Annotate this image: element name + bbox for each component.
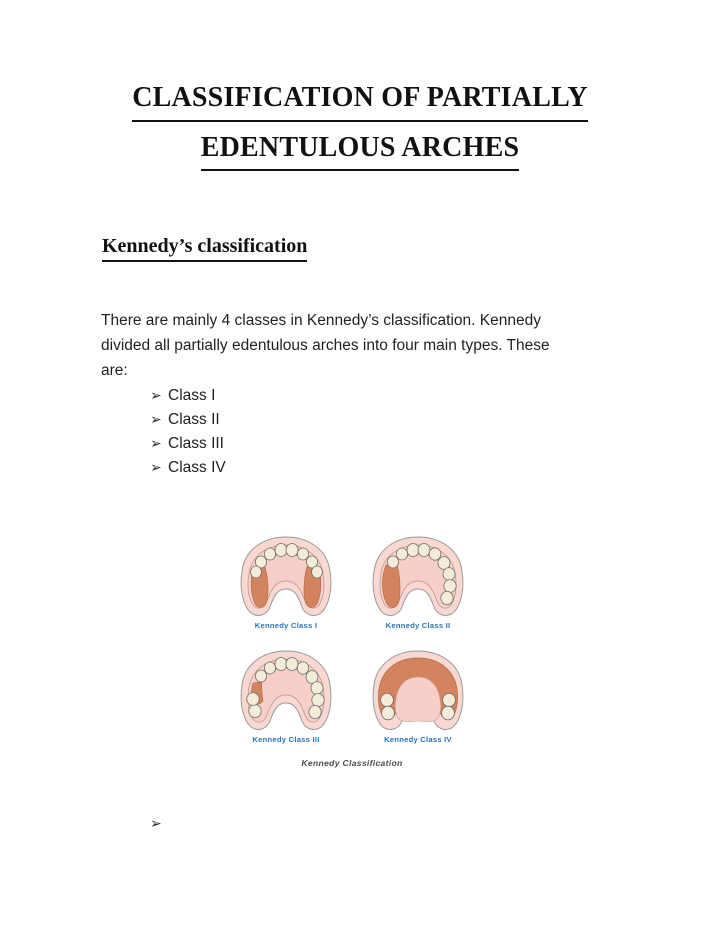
list-item-label: Class III bbox=[168, 435, 224, 452]
list-item-label: Class II bbox=[168, 411, 220, 428]
arrow-bullet-icon: ➢ bbox=[150, 412, 162, 428]
list-item bbox=[150, 456, 450, 480]
figure-row-bottom bbox=[232, 647, 472, 744]
figure-panel-class-4 bbox=[364, 647, 472, 744]
dental-arch-class-3-icon bbox=[234, 647, 338, 733]
figure-row-top bbox=[232, 533, 472, 630]
kennedy-classification-figure bbox=[232, 533, 472, 768]
page-title-line-2: EDENTULOUS ARCHES bbox=[201, 128, 519, 172]
arrow-bullet-icon: ➢ bbox=[150, 460, 162, 476]
dental-arch-class-2-icon bbox=[366, 533, 470, 619]
figure-panel-label: Kennedy Class I bbox=[254, 621, 318, 630]
dental-arch-class-4-icon bbox=[366, 647, 470, 733]
figure-caption: Kennedy Classification bbox=[301, 758, 403, 768]
list-item-label: Class IV bbox=[168, 459, 226, 476]
figure-panel-label: Kennedy Class III bbox=[252, 735, 320, 744]
list-item bbox=[150, 432, 450, 456]
list-item-label: Class I bbox=[168, 387, 216, 404]
figure-panel-class-1 bbox=[232, 533, 340, 630]
dental-arch-class-1-icon bbox=[234, 533, 338, 619]
arrow-bullet-icon: ➢ bbox=[150, 388, 162, 404]
figure-panel-label: Kennedy Class II bbox=[385, 621, 451, 630]
figure-panel-label: Kennedy Class IV bbox=[384, 735, 452, 744]
section-heading: Kennedy’s classification bbox=[102, 233, 307, 262]
list-item bbox=[150, 408, 450, 432]
page-title-line-1: CLASSIFICATION OF PARTIALLY bbox=[132, 78, 588, 122]
class-list bbox=[150, 384, 450, 480]
intro-paragraph: There are mainly 4 classes in Kennedy’s classification. Kennedy divided all partially edentulous arches into four main types. These are: bbox=[101, 311, 550, 379]
list-item bbox=[150, 384, 450, 408]
page-title bbox=[60, 78, 660, 171]
figure-panel-class-2 bbox=[364, 533, 472, 630]
arrow-bullet-icon: ➢ bbox=[150, 436, 162, 452]
figure-panel-class-3 bbox=[232, 647, 340, 744]
trailing-arrow-bullet-icon: ➢ bbox=[150, 816, 162, 832]
